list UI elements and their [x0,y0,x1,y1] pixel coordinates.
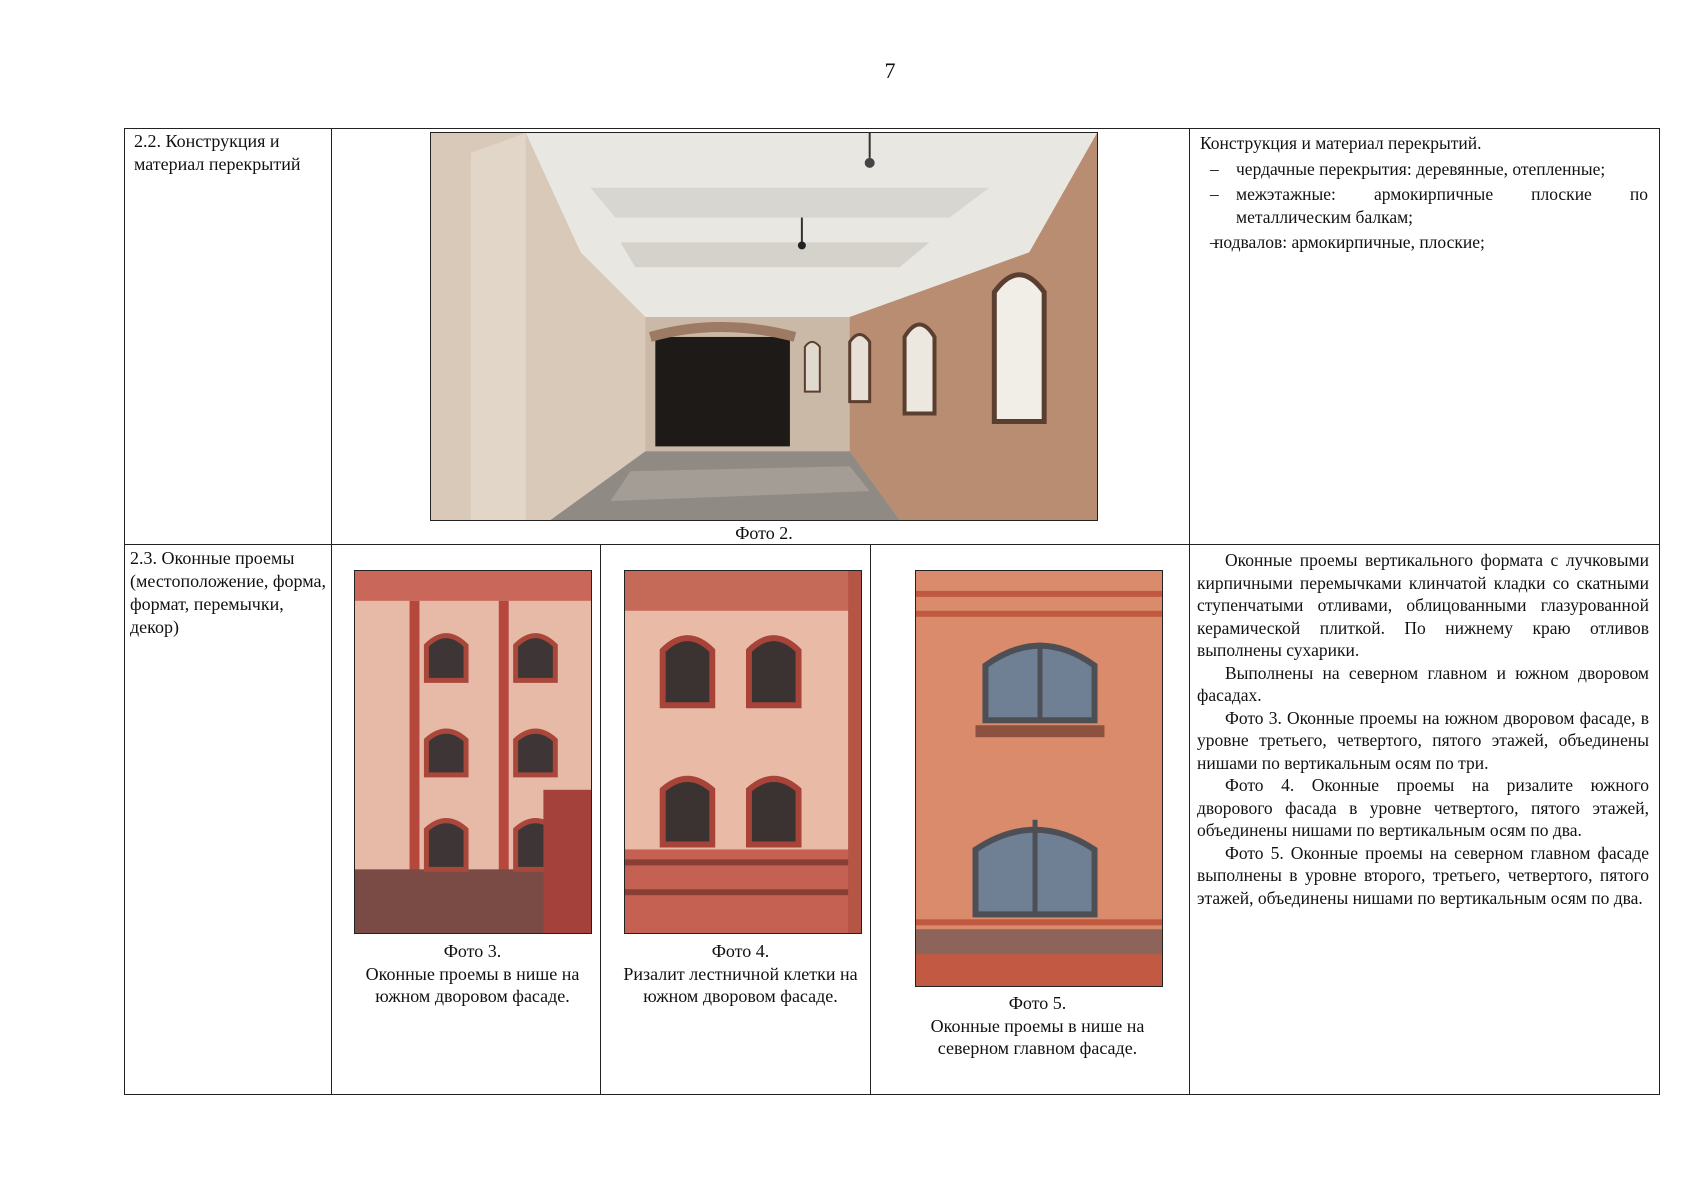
paragraph: Фото 4. Оконные проемы на ризалите южного дворового фасада в уровне четвертого, пятого этажей, объединены нишами по вертикальным осям по два. [1197,775,1649,840]
photo-3-title: Фото 3. [443,941,502,961]
photo-3-caption [340,940,605,1008]
photo-5-title: Фото 5. [1008,993,1067,1013]
paragraph: Оконные проемы вертикального формата с лучковыми кирпичными перемычками клинчатой кладки со скатными ступенчатыми отливами, облицованными глазурованной керамической плиткой. По нижнему краю отливов выполнены сухарики. [1197,550,1649,660]
section-2-2-label: 2.2. Конструкция и материал перекрытий [134,131,301,174]
table-divider [331,128,332,1095]
photo-4-risalit [624,570,862,934]
photo-4-caption [608,940,873,1008]
list-item: – подвалов: армокирпичные, плоские; [1200,231,1648,254]
photo-3-text: Оконные проемы в нише на южном дворовом фасаде. [365,963,580,1006]
section-2-3-label: 2.3. Оконные проемы (местоположение, форма, формат, перемычки, декор) [130,548,326,637]
list-item: – межэтажные: армокирпичные плоские по металлическим балкам; [1200,183,1648,228]
paragraph: Выполнены на северном главном и южном дворовом фасадах. [1197,662,1649,705]
list-item: – чердачные перекрытия: деревянные, отепленные; [1200,158,1648,181]
paragraph: Фото 3. Оконные проемы на южном дворовом фасаде, в уровне третьего, четвертого, пятого этажей, объединены нишами по вертикальным осям по три. [1197,707,1649,773]
photo-3-facade [354,570,592,934]
photo-2-interior [430,132,1098,521]
table-divider [600,544,601,1095]
photo-4-title: Фото 4. [711,941,770,961]
table-divider [1189,128,1190,1095]
page-number: 7 [884,58,896,83]
photo-4-text: Ризалит лестничной клетки на южном дворовом фасаде. [623,963,858,1006]
section-2-2-description [1200,132,1648,257]
table-divider [870,544,871,1095]
photo-5-north-facade [915,570,1163,987]
photo-2-caption: Фото 2. [735,523,793,543]
desc-title: Конструкция и материал перекрытий. [1200,133,1482,153]
slab-list [1200,158,1648,254]
photo-5-caption [905,992,1170,1060]
section-2-3-description [1197,549,1649,909]
paragraph: Фото 5. Оконные проемы на северном главном фасаде выполнены в уровне второго, третьего, четвертого, пятого этажей, объединены нишами по вертикальным осям по два. [1197,842,1649,908]
photo-5-text: Оконные проемы в нише на северном главном фасаде. [930,1015,1145,1058]
